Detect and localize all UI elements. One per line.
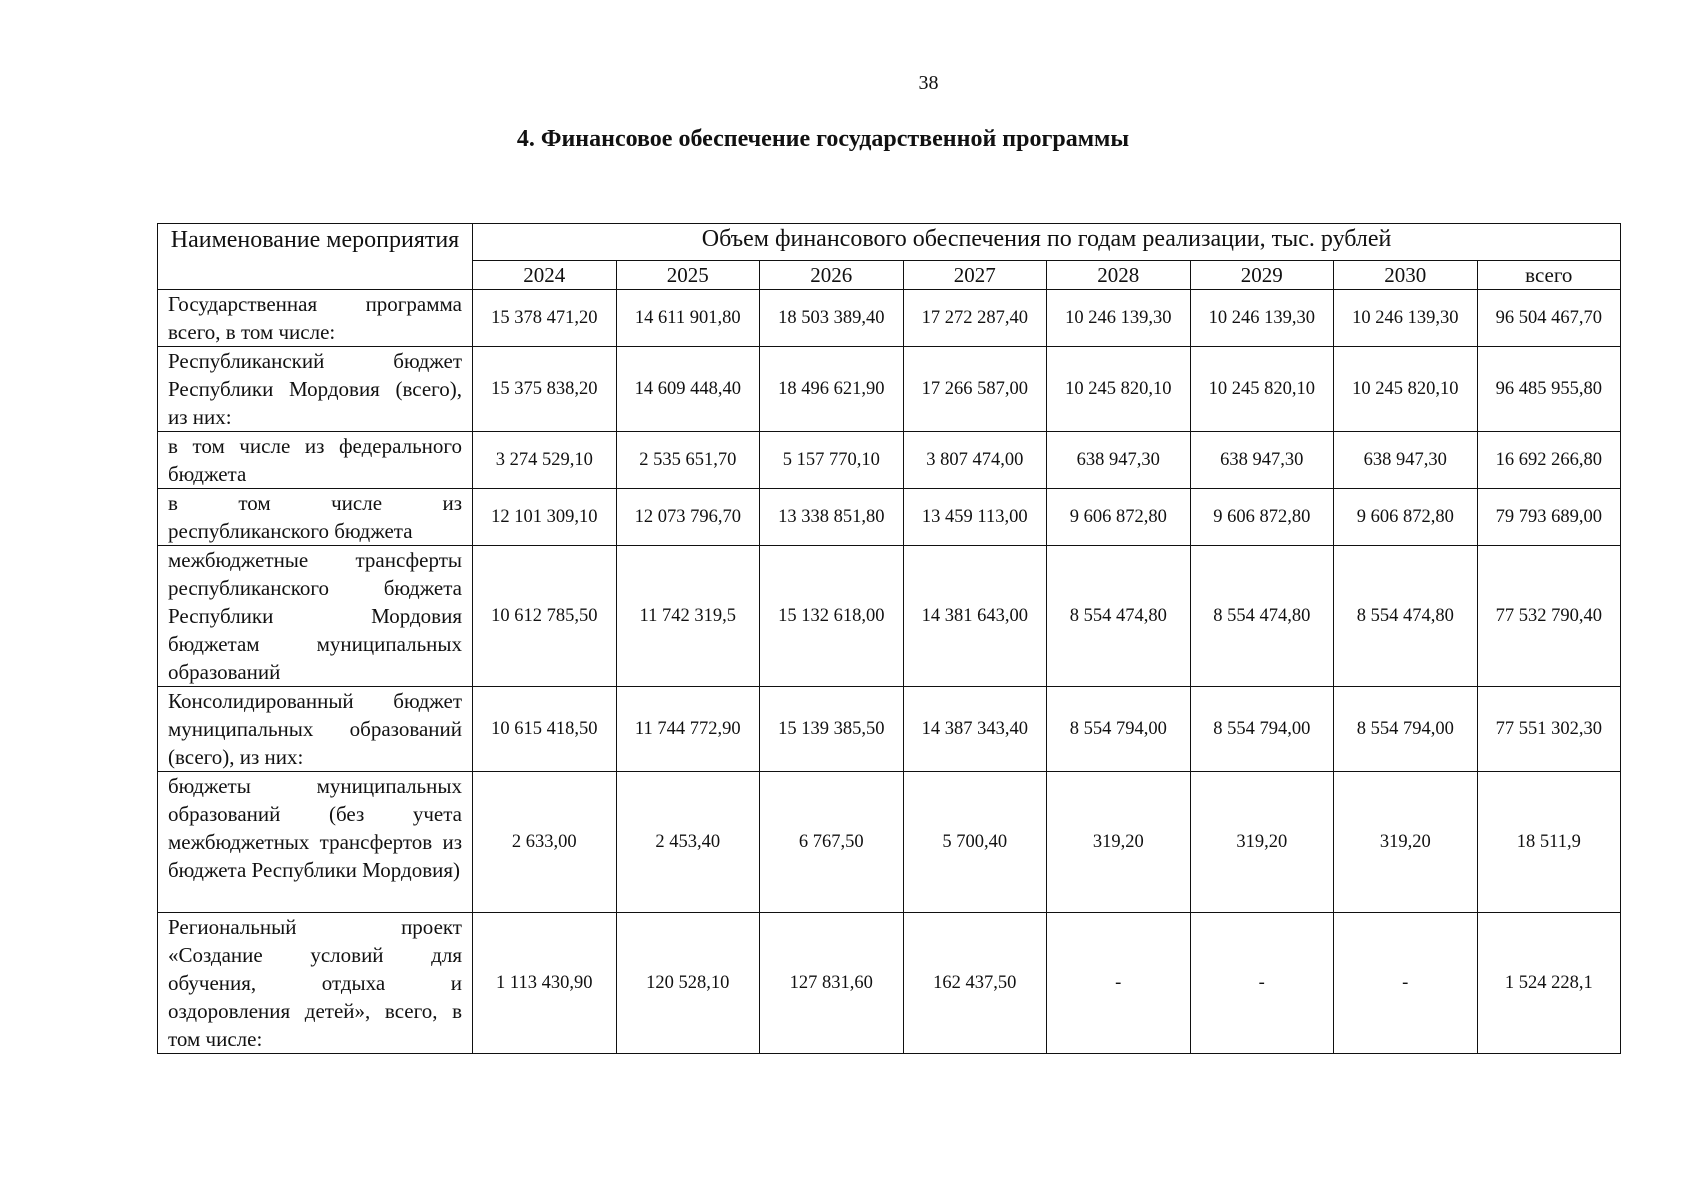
year-value-cell: 5 700,40: [903, 772, 1047, 913]
total-header-cell: всего: [1477, 261, 1621, 290]
year-value-cell: 8 554 474,80: [1190, 546, 1334, 687]
year-value-cell: 15 375 838,20: [473, 347, 617, 432]
row-name-cell: бюджеты муниципальных образований (без учета межбюджетных трансфертов из бюджета Республики Мордовия): [158, 772, 473, 913]
year-value-cell: 18 503 389,40: [760, 290, 904, 347]
year-value-cell: 11 744 772,90: [616, 687, 760, 772]
year-header-cell: 2030: [1334, 261, 1478, 290]
year-value-cell: 1 113 430,90: [473, 913, 617, 1054]
table-row: [158, 489, 1621, 546]
total-value-cell: 18 511,9: [1477, 772, 1621, 913]
year-value-cell: 10 245 820,10: [1334, 347, 1478, 432]
row-name-cell: Государственная программа всего, в том числе:: [158, 290, 473, 347]
year-value-cell: 3 274 529,10: [473, 432, 617, 489]
table-row: [158, 290, 1621, 347]
year-value-cell: 11 742 319,5: [616, 546, 760, 687]
year-value-cell: 638 947,30: [1334, 432, 1478, 489]
year-value-cell: -: [1190, 913, 1334, 1054]
year-value-cell: 14 387 343,40: [903, 687, 1047, 772]
year-value-cell: 13 338 851,80: [760, 489, 904, 546]
year-value-cell: 9 606 872,80: [1047, 489, 1191, 546]
row-name-cell: в том числе из республиканского бюджета: [158, 489, 473, 546]
year-value-cell: 127 831,60: [760, 913, 904, 1054]
year-value-cell: 17 266 587,00: [903, 347, 1047, 432]
year-value-cell: 17 272 287,40: [903, 290, 1047, 347]
year-value-cell: 2 633,00: [473, 772, 617, 913]
year-value-cell: 8 554 794,00: [1190, 687, 1334, 772]
year-value-cell: 319,20: [1190, 772, 1334, 913]
row-name-cell: Республиканский бюджет Республики Мордовия (всего), из них:: [158, 347, 473, 432]
table-row: [158, 347, 1621, 432]
table-row: [158, 432, 1621, 489]
year-value-cell: -: [1047, 913, 1191, 1054]
row-name-cell: межбюджетные трансферты республиканского бюджета Республики Мордовия бюджетам муниципальных образований: [158, 546, 473, 687]
year-value-cell: 10 615 418,50: [473, 687, 617, 772]
year-value-cell: 120 528,10: [616, 913, 760, 1054]
year-value-cell: 14 381 643,00: [903, 546, 1047, 687]
year-value-cell: 2 535 651,70: [616, 432, 760, 489]
row-name-cell: в том числе из федерального бюджета: [158, 432, 473, 489]
row-name-cell: Региональный проект «Создание условий для обучения, отдыха и оздоровления детей», всего, в том числе:: [158, 913, 473, 1054]
year-value-cell: 3 807 474,00: [903, 432, 1047, 489]
year-value-cell: 14 609 448,40: [616, 347, 760, 432]
year-value-cell: 162 437,50: [903, 913, 1047, 1054]
year-value-cell: 10 246 139,30: [1047, 290, 1191, 347]
year-header-cell: 2029: [1190, 261, 1334, 290]
year-value-cell: 10 246 139,30: [1334, 290, 1478, 347]
year-value-cell: 638 947,30: [1047, 432, 1191, 489]
year-value-cell: -: [1334, 913, 1478, 1054]
year-value-cell: 638 947,30: [1190, 432, 1334, 489]
table-row: [158, 687, 1621, 772]
year-header-cell: 2024: [473, 261, 617, 290]
year-value-cell: 8 554 794,00: [1047, 687, 1191, 772]
year-value-cell: 9 606 872,80: [1334, 489, 1478, 546]
year-value-cell: 6 767,50: [760, 772, 904, 913]
year-value-cell: 8 554 474,80: [1334, 546, 1478, 687]
total-value-cell: 1 524 228,1: [1477, 913, 1621, 1054]
total-value-cell: 77 532 790,40: [1477, 546, 1621, 687]
year-header-cell: 2025: [616, 261, 760, 290]
total-value-cell: 79 793 689,00: [1477, 489, 1621, 546]
header-volume-cell: Объем финансового обеспечения по годам реализации, тыс. рублей: [473, 224, 1621, 261]
header-name-cell: Наименование мероприятия: [158, 224, 473, 290]
year-value-cell: 10 245 820,10: [1047, 347, 1191, 432]
year-value-cell: 8 554 794,00: [1334, 687, 1478, 772]
year-value-cell: 319,20: [1047, 772, 1191, 913]
year-value-cell: 9 606 872,80: [1190, 489, 1334, 546]
year-value-cell: 5 157 770,10: [760, 432, 904, 489]
year-value-cell: 2 453,40: [616, 772, 760, 913]
table-row: [158, 772, 1621, 913]
total-value-cell: 96 485 955,80: [1477, 347, 1621, 432]
page-number: 38: [918, 72, 939, 94]
year-value-cell: 12 073 796,70: [616, 489, 760, 546]
total-value-cell: 96 504 467,70: [1477, 290, 1621, 347]
year-value-cell: 15 378 471,20: [473, 290, 617, 347]
year-value-cell: 14 611 901,80: [616, 290, 760, 347]
total-value-cell: 77 551 302,30: [1477, 687, 1621, 772]
year-header-cell: 2028: [1047, 261, 1191, 290]
total-value-cell: 16 692 266,80: [1477, 432, 1621, 489]
year-value-cell: 12 101 309,10: [473, 489, 617, 546]
year-header-cell: 2027: [903, 261, 1047, 290]
table-row: [158, 546, 1621, 687]
year-value-cell: 18 496 621,90: [760, 347, 904, 432]
year-value-cell: 319,20: [1334, 772, 1478, 913]
year-value-cell: 10 246 139,30: [1190, 290, 1334, 347]
financing-table: [157, 223, 1621, 1054]
year-value-cell: 15 139 385,50: [760, 687, 904, 772]
year-header-cell: 2026: [760, 261, 904, 290]
year-value-cell: 13 459 113,00: [903, 489, 1047, 546]
section-heading: 4. Финансовое обеспечение государственной программы: [516, 126, 1130, 152]
year-value-cell: 10 245 820,10: [1190, 347, 1334, 432]
row-name-cell: Консолидированный бюджет муниципальных образований (всего), из них:: [158, 687, 473, 772]
table-row: [158, 913, 1621, 1054]
year-value-cell: 8 554 474,80: [1047, 546, 1191, 687]
year-value-cell: 10 612 785,50: [473, 546, 617, 687]
year-value-cell: 15 132 618,00: [760, 546, 904, 687]
